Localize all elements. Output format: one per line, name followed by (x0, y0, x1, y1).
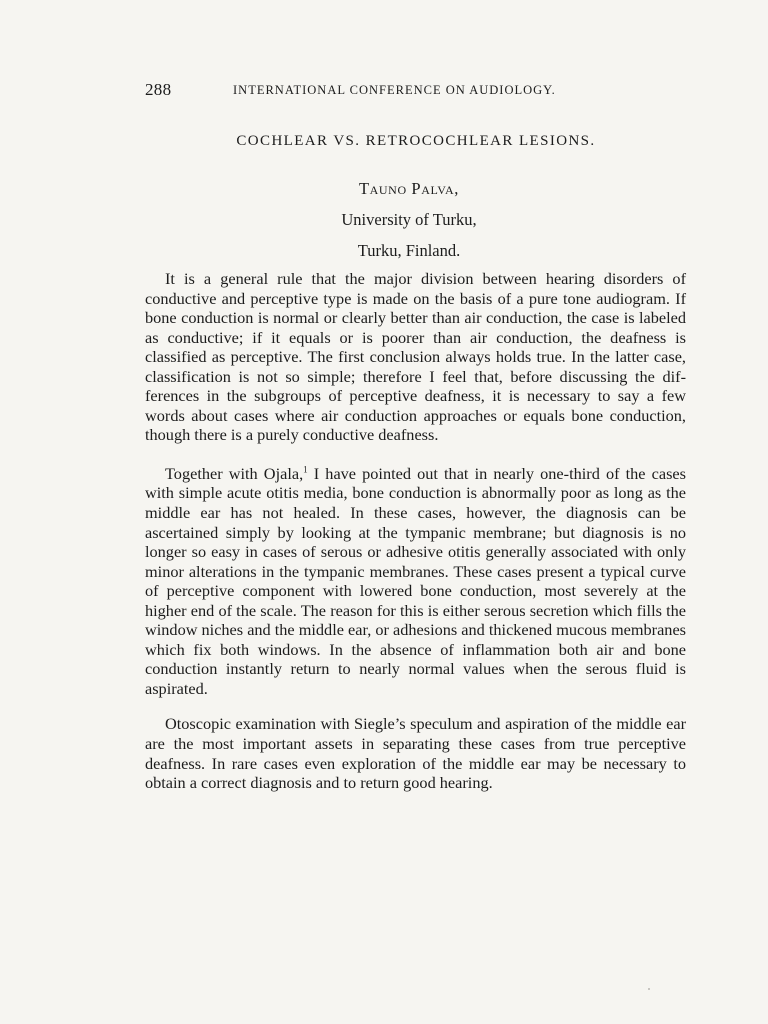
author-block (0, 173, 768, 266)
running-head (145, 80, 645, 102)
author-location: Turku, Finland. (357, 241, 461, 260)
paragraph-1: It is a general rule that the major division between hearing disorders of conductive and perceptive type is made on the basis of a pure tone audiogram. If bone conduction is normal or clearly better than air conduction, the case is labeled as conductive; if it equals or is poorer than air conduction, the deafness is classified as perceptive. The first conclusion always holds true. In the latter case, classification is not so simple; therefore I feel that, before discussing the differences in the subgroups of perceptive deafness, it is necessary to say a few words about cases where air conduction approaches or equals bone conduction, though there is a purely conductive deafness. (145, 269, 686, 445)
paragraph-2-text: I have pointed out that in nearly one-third of the cases with simple acute otitis media, bone conduction is abnormally poor as long as the middle ear has not healed. In these cases, however, the diagnosis can be ascertained simply by looking at the tympanic membrane; but diagnosis is no longer so easy in cases of serous or adhesive otitis generally associated with only minor alterations in the tympanic membranes. These cases present a typical curve of perceptive component with lowered bone conduction, most severely at the higher end of the scale. The reason for this is either serous secretion which fills the window niches and the middle ear, or adhesions and thickened mucous membranes which fix both windows. In the absence of inflammation both air and bone conduction instantly return to nearly normal values when the serous fluid is aspirated. (145, 463, 687, 698)
paragraph-3: Otoscopic examination with Siegle’s speculum and aspiration of the middle ear are the most important assets in separating these cases from true perceptive deafness. In rare cases even exploration of the middle ear may be necessary to obtain a correct diagnosis and to return good hearing. (145, 714, 686, 793)
paragraph-2-lead: Together with Ojala, (165, 463, 304, 483)
journal-title: INTERNATIONAL CONFERENCE ON AUDIOLOGY. (233, 83, 556, 97)
scan-speck (648, 988, 650, 990)
page-number: 288 (145, 80, 172, 99)
author-name: Tauno Palva, (358, 179, 460, 198)
paragraph-2 (145, 464, 686, 699)
author-affiliation: University of Turku, (341, 210, 477, 229)
body-text (145, 269, 686, 793)
article-title: COCHLEAR VS. RETROCOCHLEAR LESIONS. (236, 133, 596, 149)
footnote-reference: 1 (303, 464, 308, 475)
